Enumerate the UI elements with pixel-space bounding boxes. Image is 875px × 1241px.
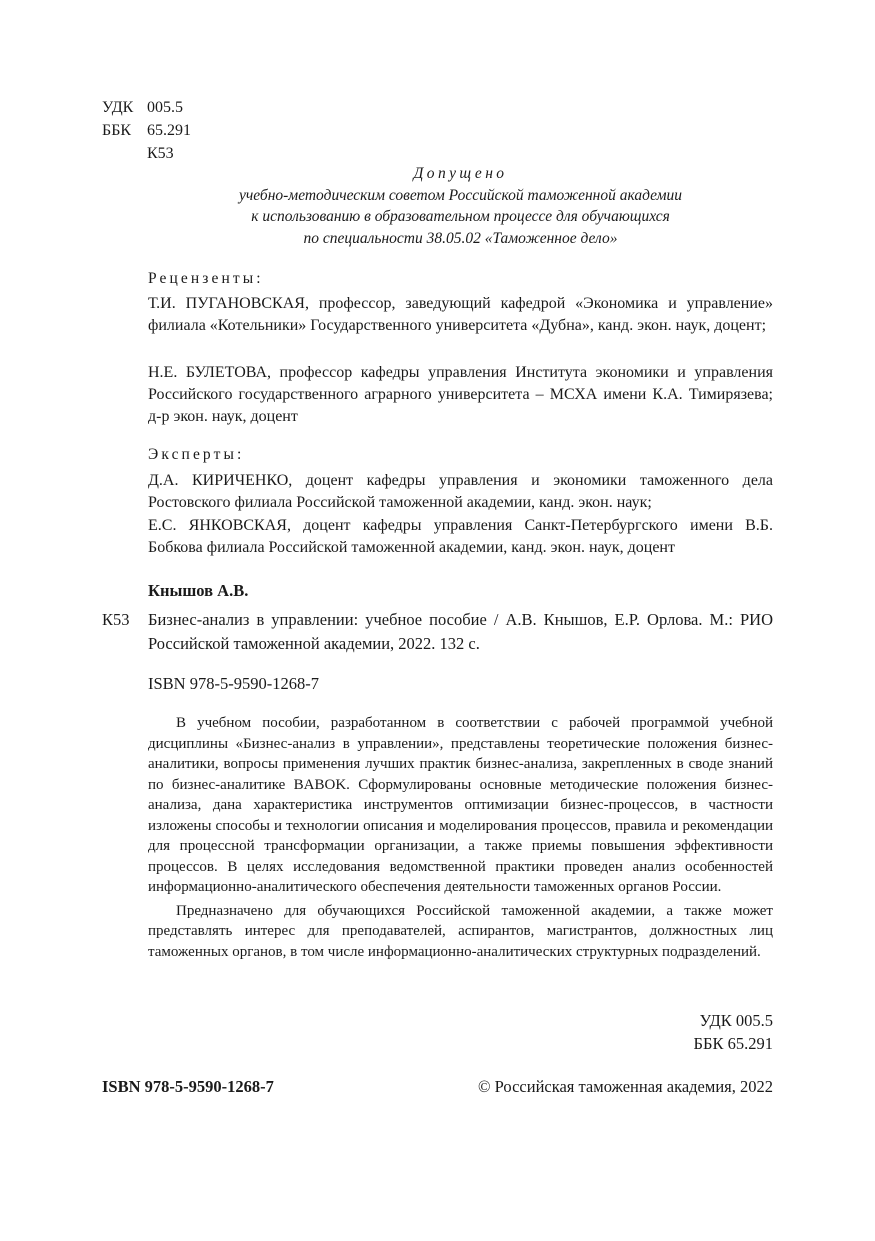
abstract-paragraph-2: Предназначено для обучающихся Российской таможенной академии, а также может представлять интерес для преподавателей, аспирантов, магистрантов, должностных лиц таможенных органов, в том числе информационно-аналитических структурных подразделений. <box>148 902 773 960</box>
bbk-value: 65.291 <box>147 122 191 139</box>
udk-value: 005.5 <box>147 99 183 116</box>
bbk-row <box>102 119 191 142</box>
udk-label: УДК <box>102 99 134 116</box>
approval-block <box>148 163 773 249</box>
bottom-codes <box>694 1009 773 1055</box>
book-title: Бизнес-анализ в управлении: учебное пособие / А.В. Кнышов, Е.Р. Орлова. М.: РИО Российской таможенной академии, 2022. 132 с. <box>148 610 773 653</box>
classification-codes <box>102 96 191 165</box>
book-mark: К53 <box>102 610 130 629</box>
expert-2: Е.С. ЯНКОВСКАЯ, доцент кафедры управления Санкт-Петербургского имени В.Б. Бобкова филиала Российской таможенной академии, канд. экон. наук, доцент <box>148 517 773 556</box>
footer-isbn: ISBN 978-5-9590-1268-7 <box>102 1077 274 1096</box>
approval-line-1: учебно-методическим советом Российской таможенной академии <box>238 186 683 204</box>
abstract <box>148 713 773 962</box>
book-isbn: ISBN 978-5-9590-1268-7 <box>148 674 319 693</box>
reviewer-1: Т.И. ПУГАНОВСКАЯ, профессор, заведующий кафедрой «Экономика и управление» филиала «Котельники» Государственного университета «Дубна», канд. экон. наук, доцент; <box>148 295 773 334</box>
expert-1: Д.А. КИРИЧЕНКО, доцент кафедры управления и экономики таможенного дела Ростовского филиала Российской таможенной академии, канд. экон. наук; <box>148 472 773 511</box>
reviewer-2: Н.Е. БУЛЕТОВА, профессор кафедры управления Института экономики и управления Российского государственного аграрного университета – МСХА имени К.А. Тимирязева; д-р экон. наук, доцент <box>148 364 773 425</box>
approval-title: Допущено <box>413 165 508 182</box>
book-author: Кнышов А.В. <box>148 581 249 600</box>
udk-row <box>102 96 191 119</box>
author-mark-row <box>102 142 191 165</box>
bbk-label: ББК <box>102 122 132 139</box>
bottom-udk: УДК 005.5 <box>699 1011 773 1030</box>
reviewers-label: Рецензенты: <box>148 270 264 287</box>
author-mark: К53 <box>147 145 174 162</box>
experts-label: Эксперты: <box>148 446 245 463</box>
bottom-bbk: ББК 65.291 <box>693 1034 773 1053</box>
abstract-paragraph-1: В учебном пособии, разработанном в соответствии с рабочей программой учебной дисциплины «Бизнес-анализ в управлении», представлены теоретические положения бизнес-аналитики, вопросы применения лучших практик бизнес-анализа, закрепленных в своде знаний по бизнес-аналитике BABOK. Сформулированы основные методические положения бизнес-анализа, дана характеристика инструментов оптимизации бизнес-процессов, в частности изложены способы и технологии описания и моделирования процессов, правила и рекомендации для процессной трансформации организации, а также приемы повышения эффективности процессов. В целях исследования ведомственной практики проведен анализ особенностей информационно-аналитического обеспечения деятельности таможенных органов России. <box>148 715 773 895</box>
approval-line-2: к использованию в образовательном процессе для обучающихся <box>251 208 670 225</box>
approval-line-3: по специальности 38.05.02 «Таможенное дело» <box>303 229 618 247</box>
footer-copyright: © Российская таможенная академия, 2022 <box>478 1077 773 1096</box>
